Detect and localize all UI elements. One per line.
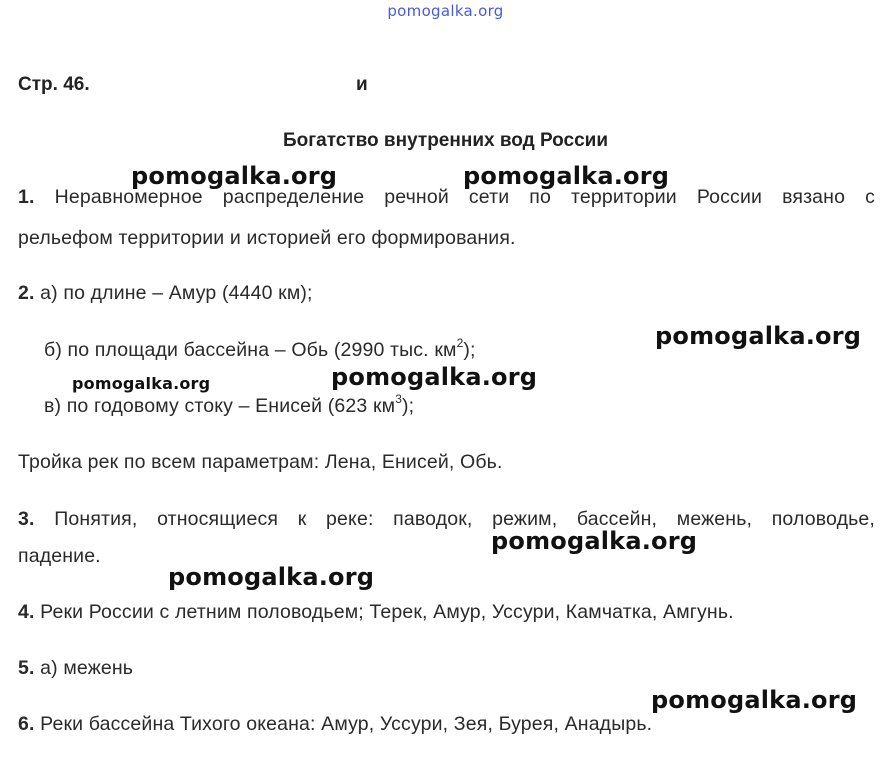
- watermark: pomogalka.org: [463, 162, 670, 190]
- answer-2-trio: Тройка рек по всем параметрам: Лена, Енисей, Обь.: [18, 451, 503, 473]
- answer-2-a: [18, 282, 313, 305]
- answer-2-b-sup: 2: [456, 335, 464, 350]
- watermark: pomogalka.org: [491, 527, 698, 555]
- answer-3-number: 3.: [18, 508, 35, 530]
- answer-2-c-sup: 3: [395, 391, 403, 406]
- page-reference-tail: и: [356, 74, 368, 95]
- answer-3-line-2: падение.: [18, 545, 101, 567]
- top-watermark: pomogalka.org: [387, 2, 504, 20]
- answer-1-number: 1.: [18, 186, 35, 208]
- page-reference: Стр. 46.: [18, 74, 90, 95]
- answer-2-c: [44, 391, 415, 418]
- answer-2-b: [44, 335, 476, 362]
- answer-4-text: Реки России с летним половодьем; Терек, Амур, Уссури, Камчатка, Амгунь.: [40, 601, 734, 623]
- watermark: pomogalka.org: [651, 686, 858, 714]
- answer-3-line-1: [18, 508, 875, 531]
- answer-4: [18, 601, 734, 624]
- answer-2-a-text: а) по длине – Амур (4440 км);: [40, 282, 313, 304]
- page-title: Богатство внутренних вод России: [282, 130, 609, 151]
- answer-3-text: Понятия, относящиеся к реке: паводок, режим, бассейн, межень, половодье,: [54, 508, 875, 530]
- answer-5: [18, 657, 133, 680]
- answer-2-b-text: б) по площади бассейна – Обь (2990 тыс. км: [44, 339, 457, 361]
- watermark: pomogalka.org: [331, 363, 538, 391]
- answer-1-text: Неравномерное распределение речной сети по территории России вязано с: [54, 186, 875, 208]
- answer-5-text: а) межень: [40, 657, 134, 679]
- answer-2-b-end: );: [463, 339, 476, 361]
- answer-6: [18, 713, 652, 736]
- answer-4-number: 4.: [18, 601, 35, 623]
- watermark: pomogalka.org: [131, 162, 338, 190]
- answer-2-c-text: в) по годовому стоку – Енисей (623 км: [44, 395, 396, 417]
- answer-2-c-end: );: [402, 395, 415, 417]
- watermark: pomogalka.org: [168, 563, 375, 591]
- answer-2-number: 2.: [18, 282, 35, 304]
- answer-1-line-2: рельефом территории и историей его формирования.: [18, 227, 516, 249]
- answer-6-number: 6.: [18, 713, 35, 735]
- watermark-small: pomogalka.org: [72, 374, 211, 393]
- answer-5-number: 5.: [18, 657, 35, 679]
- answer-6-text: Реки бассейна Тихого океана: Амур, Уссури, Зея, Бурея, Анадырь.: [40, 713, 653, 735]
- watermark: pomogalka.org: [655, 322, 862, 350]
